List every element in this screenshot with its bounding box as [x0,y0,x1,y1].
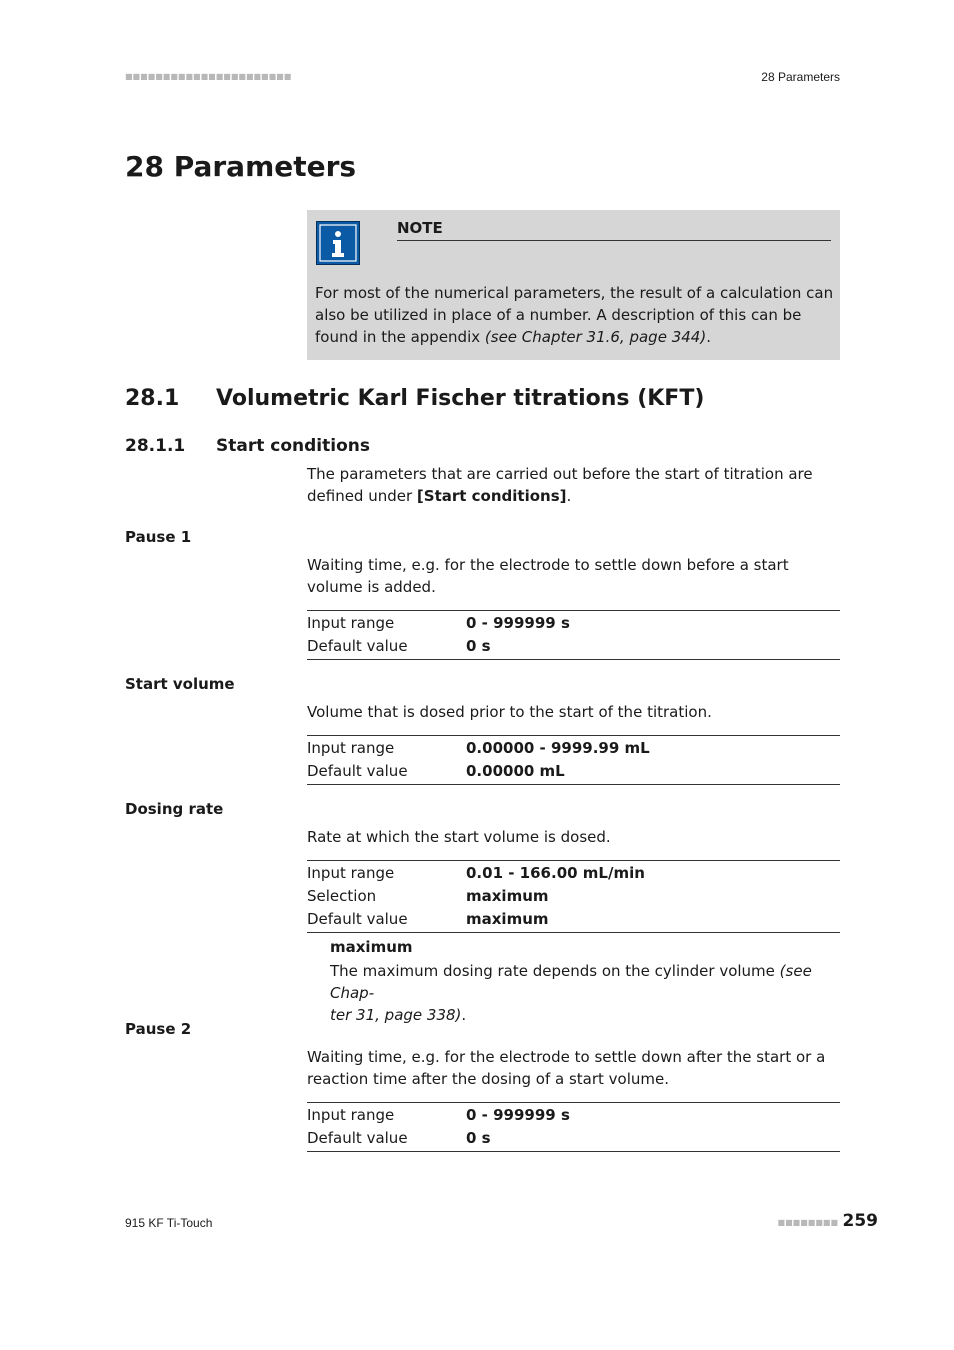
table-row: Input range 0 - 999999 s [307,1106,570,1124]
note-text: For most of the numerical parameters, the result of a calculation can also be utilized in place of a number. A description of this can be found in the appendix (see Chapter 31.6, page 344). [315,284,834,346]
page-number: 259 [842,1211,878,1231]
param-table-pause1 [307,610,840,660]
param-desc-start-volume: Volume that is dosed prior to the start of the titration. [307,703,712,721]
table-row: Input range 0 - 999999 s [307,614,570,632]
note-divider [397,240,831,241]
info-icon [316,221,360,265]
param-heading-pause2: Pause 2 [125,1020,192,1038]
param-table-start-volume [307,735,840,785]
option-text-maximum: The maximum dosing rate depends on the cylinder volume (see Chap- ter 31, page 338). [330,962,812,1024]
table-row: Default value 0 s [307,1129,491,1147]
header-decoration: ■■■■■■■■■■■■■■■■■■■■■■ [125,72,292,81]
table-row: Default value maximum [307,910,549,928]
param-heading-pause1: Pause 1 [125,528,192,546]
chapter-title: 28 Parameters [125,150,357,183]
dosing-reference-link[interactable]: (see Chap- ter 31, page 338) [330,962,812,1024]
intro-text: The parameters that are carried out before the start of titration are defined under [Start conditions]. [307,465,813,505]
option-heading-maximum: maximum [330,938,413,956]
table-row: Input range 0.00000 - 9999.99 mL [307,739,650,757]
param-table-pause2 [307,1102,840,1152]
section-heading: 28.1 Volumetric Karl Fischer titrations (KFT) [125,386,705,411]
footer-decoration: ■■■■■■■■ [777,1218,838,1227]
param-desc-dosing-rate: Rate at which the start volume is dosed. [307,828,611,846]
param-table-dosing-rate [307,860,840,933]
note-box [307,210,840,360]
param-heading-dosing-rate: Dosing rate [125,800,224,818]
running-header-title: 28 Parameters [761,70,840,84]
param-desc-pause1: Waiting time, e.g. for the electrode to settle down before a start volume is added. [307,556,789,596]
table-row: Input range 0.01 - 166.00 mL/min [307,864,645,882]
footer-product-name: 915 KF Ti-Touch [125,1216,213,1230]
note-reference-link[interactable]: (see Chapter 31.6, page 344) [484,328,707,346]
param-desc-pause2: Waiting time, e.g. for the electrode to settle down after the start or a reaction time after the dosing of a start volume. [307,1048,826,1088]
table-row: Default value 0.00000 mL [307,762,565,780]
note-title: NOTE [397,219,443,237]
table-row: Default value 0 s [307,637,491,655]
param-heading-start-volume: Start volume [125,675,235,693]
subsection-heading: 28.1.1 Start conditions [125,436,370,456]
table-row: Selection maximum [307,887,549,905]
